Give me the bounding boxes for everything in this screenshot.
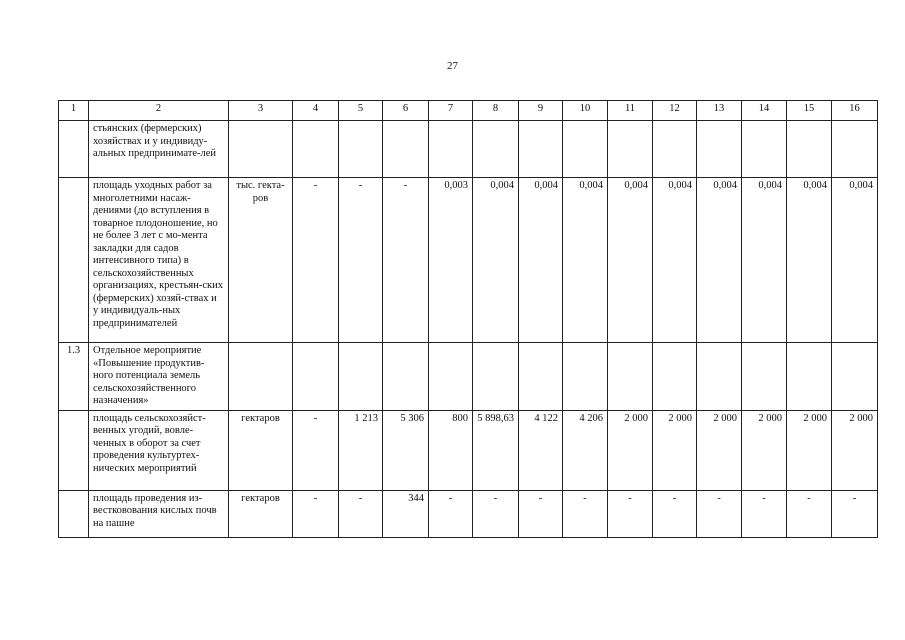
indicator-table bbox=[58, 100, 878, 538]
column-number-header: 11 bbox=[608, 101, 653, 121]
column-number-header: 5 bbox=[339, 101, 383, 121]
unit-cell bbox=[229, 121, 293, 178]
value-cell: - bbox=[742, 490, 787, 537]
value-cell: 0,004 bbox=[787, 178, 832, 343]
value-cell bbox=[339, 121, 383, 178]
unit-cell bbox=[229, 343, 293, 411]
value-cell: - bbox=[697, 490, 742, 537]
value-cell bbox=[383, 121, 429, 178]
value-cell bbox=[697, 343, 742, 411]
value-cell: - bbox=[293, 410, 339, 490]
value-cell bbox=[832, 121, 878, 178]
column-number-header: 4 bbox=[293, 101, 339, 121]
value-cell: 5 306 bbox=[383, 410, 429, 490]
value-cell: 0,004 bbox=[563, 178, 608, 343]
value-cell: - bbox=[787, 490, 832, 537]
value-cell: 2 000 bbox=[697, 410, 742, 490]
column-number-header: 13 bbox=[697, 101, 742, 121]
value-cell: - bbox=[653, 490, 697, 537]
unit-cell: гектаров bbox=[229, 490, 293, 537]
value-cell: - bbox=[563, 490, 608, 537]
value-cell: 0,004 bbox=[832, 178, 878, 343]
value-cell: - bbox=[339, 490, 383, 537]
value-cell bbox=[653, 343, 697, 411]
column-number-header: 14 bbox=[742, 101, 787, 121]
table-row bbox=[59, 121, 878, 178]
value-cell: 2 000 bbox=[787, 410, 832, 490]
value-cell: 2 000 bbox=[742, 410, 787, 490]
value-cell: 0,004 bbox=[653, 178, 697, 343]
value-cell bbox=[608, 121, 653, 178]
table-row bbox=[59, 410, 878, 490]
value-cell: - bbox=[519, 490, 563, 537]
value-cell bbox=[293, 121, 339, 178]
row-number-cell bbox=[59, 178, 89, 343]
value-cell: 344 bbox=[383, 490, 429, 537]
value-cell: 2 000 bbox=[608, 410, 653, 490]
value-cell bbox=[519, 343, 563, 411]
indicator-name-cell: стьянских (фермерских) хозяйствах и у индивиду-альных предпринимате-лей bbox=[89, 121, 229, 178]
value-cell: 2 000 bbox=[832, 410, 878, 490]
value-cell bbox=[697, 121, 742, 178]
column-number-header: 9 bbox=[519, 101, 563, 121]
indicator-name-cell: площадь сельскохозяйст-венных угодий, вовле-ченных в оборот за счет проведения культуртех-нических мероприятий bbox=[89, 410, 229, 490]
value-cell: 0,004 bbox=[697, 178, 742, 343]
column-number-header: 3 bbox=[229, 101, 293, 121]
value-cell bbox=[293, 343, 339, 411]
value-cell: 0,004 bbox=[608, 178, 653, 343]
indicator-name-cell: площадь уходных работ за многолетними насаж-дениями (до вступления в товарное плодоношение, но не более 3 лет с мо-мента закладки для садов интенсивного типа) в сельскохозяйственных организациях, крестьян-ских (фермерских) хозяй-ствах и у индивидуаль-ных предпринимателей bbox=[89, 178, 229, 343]
value-cell bbox=[742, 121, 787, 178]
column-number-header: 10 bbox=[563, 101, 608, 121]
value-cell: 1 213 bbox=[339, 410, 383, 490]
value-cell: 0,004 bbox=[473, 178, 519, 343]
value-cell bbox=[563, 121, 608, 178]
table-row bbox=[59, 343, 878, 411]
value-cell: - bbox=[383, 178, 429, 343]
page-number: 27 bbox=[447, 60, 458, 72]
value-cell bbox=[473, 121, 519, 178]
table-row bbox=[59, 490, 878, 537]
value-cell: 800 bbox=[429, 410, 473, 490]
value-cell: 4 206 bbox=[563, 410, 608, 490]
table-row bbox=[59, 178, 878, 343]
column-number-header: 12 bbox=[653, 101, 697, 121]
unit-cell: тыс. гекта-ров bbox=[229, 178, 293, 343]
value-cell: 5 898,63 bbox=[473, 410, 519, 490]
value-cell: - bbox=[429, 490, 473, 537]
value-cell bbox=[787, 121, 832, 178]
value-cell: - bbox=[293, 490, 339, 537]
value-cell bbox=[429, 343, 473, 411]
value-cell bbox=[429, 121, 473, 178]
column-number-header: 16 bbox=[832, 101, 878, 121]
value-cell bbox=[563, 343, 608, 411]
column-number-header-row bbox=[59, 101, 878, 121]
column-number-header: 7 bbox=[429, 101, 473, 121]
unit-cell: гектаров bbox=[229, 410, 293, 490]
value-cell: 0,004 bbox=[742, 178, 787, 343]
value-cell bbox=[787, 343, 832, 411]
row-number-cell bbox=[59, 410, 89, 490]
column-number-header: 2 bbox=[89, 101, 229, 121]
value-cell bbox=[832, 343, 878, 411]
value-cell bbox=[653, 121, 697, 178]
value-cell bbox=[519, 121, 563, 178]
indicator-name-cell: площадь проведения из-вестковования кислых почв на пашне bbox=[89, 490, 229, 537]
column-number-header: 15 bbox=[787, 101, 832, 121]
value-cell: - bbox=[608, 490, 653, 537]
value-cell bbox=[473, 343, 519, 411]
value-cell: 0,004 bbox=[519, 178, 563, 343]
value-cell: - bbox=[832, 490, 878, 537]
column-number-header: 1 bbox=[59, 101, 89, 121]
row-number-cell: 1.3 bbox=[59, 343, 89, 411]
value-cell: 0,003 bbox=[429, 178, 473, 343]
value-cell: 2 000 bbox=[653, 410, 697, 490]
column-number-header: 8 bbox=[473, 101, 519, 121]
value-cell: - bbox=[473, 490, 519, 537]
value-cell: 4 122 bbox=[519, 410, 563, 490]
row-number-cell bbox=[59, 490, 89, 537]
value-cell bbox=[608, 343, 653, 411]
row-number-cell bbox=[59, 121, 89, 178]
value-cell: - bbox=[293, 178, 339, 343]
value-cell bbox=[383, 343, 429, 411]
indicator-name-cell: Отдельное мероприятие «Повышение продуктив-ного потенциала земель сельскохозяйственного назначения» bbox=[89, 343, 229, 411]
value-cell bbox=[339, 343, 383, 411]
column-number-header: 6 bbox=[383, 101, 429, 121]
value-cell: - bbox=[339, 178, 383, 343]
value-cell bbox=[742, 343, 787, 411]
